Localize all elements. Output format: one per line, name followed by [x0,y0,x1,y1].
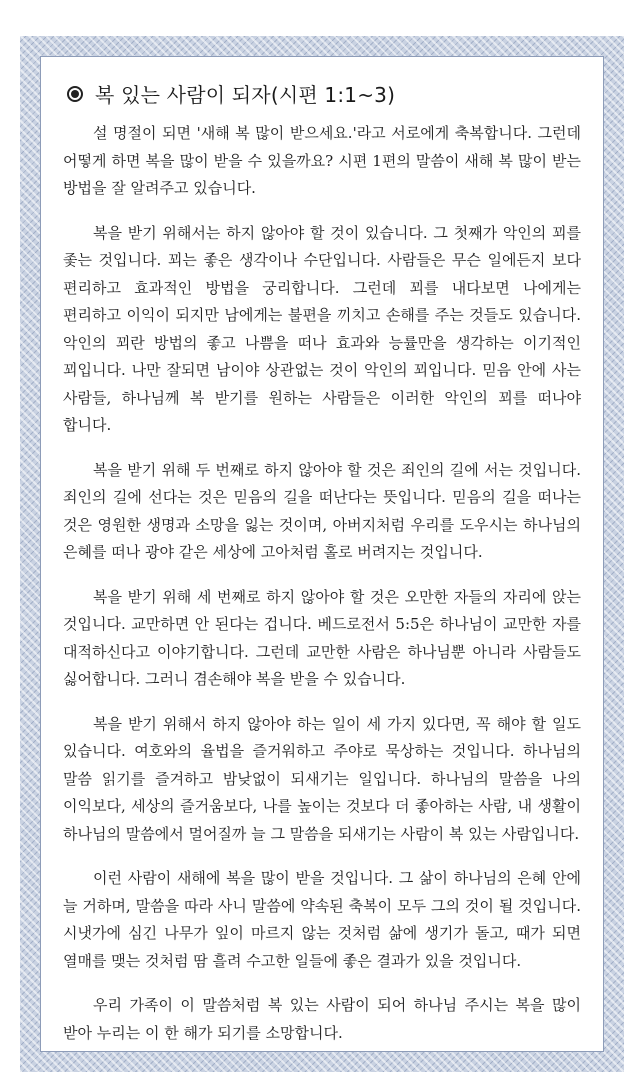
paragraph-intro: 설 명절이 되면 '새해 복 많이 받으세요.'라고 서로에게 축복합니다. 그런데 어떻게 하면 복을 많이 받을 수 있을까요? 시편 1편의 말씀이 새해 복 많이 받는 방법을 잘 알려주고 있습니다. [63,124,581,197]
paragraph-what-to-do: 복을 받기 위해서 하지 않아야 하는 일이 세 가지 있다면, 꼭 해야 할 일도 있습니다. 여호와의 율법을 즐거워하고 주야로 묵상하는 것입니다. 하나님의 말씀 읽기를 즐겨하고 밤낮없이 되새기는 일입니다. 하나님의 말씀을 나의 이익보다, 세상의 즐거움보다, 나를 높이는 것보다 더 좋아하는 사람, 내 생활이 하나님의 말씀에서 멀어질까 늘 그 말씀을 되새기는 사람이 복 있는 사람입니다. [63,714,581,843]
paragraph-second-warning: 복을 받기 위해 두 번째로 하지 않아야 할 것은 죄인의 길에 서는 것입니다. 죄인의 길에 선다는 것은 믿음의 길을 떠난다는 뜻입니다. 믿음의 길을 떠나는 것은 영원한 생명과 소망을 잃는 것이며, 아버지처럼 우리를 도우시는 하나님의 은혜를 떠나 광야 같은 세상에 고아처럼 홀로 버려지는 것입니다. [63,460,581,561]
devotional-card [40,56,604,1052]
paragraph-first-warning: 복을 받기 위해서는 하지 않아야 할 것이 있습니다. 그 첫째가 악인의 꾀를 좇는 것입니다. 꾀는 좋은 생각이나 수단입니다. 사람들은 무슨 일에든지 보다 편리하고 효과적인 방법을 궁리합니다. 그런데 꾀를 내다보면 나에게는 편리하고 이익이 되지만 남에게는 불편을 끼치고 손해를 주는 것들도 있습니다. 악인의 꾀란 방법의 좋고 나쁨을 떠나 효과와 능률만을 생각하는 이기적인 꾀입니다. 나만 잘되면 남이야 상관없는 것이 악인의 꾀입니다. 믿음 안에 사는 사람들, 하나님께 복 받기를 원하는 사람들은 이러한 악인의 꾀를 떠나야 합니다. [63,223,581,434]
decorative-border-frame [20,36,624,1072]
title-row [67,79,581,108]
paragraph-closing: 우리 가족이 이 말씀처럼 복 있는 사람이 되어 하나님 주시는 복을 많이 받아 누리는 이 한 해가 되기를 소망합니다. [63,996,581,1042]
radio-bullet-icon [67,86,83,102]
paragraph-blessing: 이런 사람이 새해에 복을 많이 받을 것입니다. 그 삶이 하나님의 은혜 안에 늘 거하며, 말씀을 따라 사니 말씀에 약속된 축복이 모두 그의 것이 될 것입니다. 시냇가에 심긴 나무가 잎이 마르지 않는 것처럼 삶에 생기가 돌고, 때가 되면 열매를 맺는 것처럼 땀 흘려 수고한 일들에 좋은 결과가 있을 것입니다. [63,869,581,970]
paragraph-third-warning: 복을 받기 위해 세 번째로 하지 않아야 할 것은 오만한 자들의 자리에 앉는 것입니다. 교만하면 안 된다는 겁니다. 베드로전서 5:5은 하나님이 교만한 자를 대적하신다고 이야기합니다. 그런데 교만한 사람은 하나님뿐 아니라 사람들도 싫어합니다. 그러니 겸손해야 복을 받을 수 있습니다. [63,587,581,688]
page-title: 복 있는 사람이 되자(시편 1:1~3) [95,83,396,107]
